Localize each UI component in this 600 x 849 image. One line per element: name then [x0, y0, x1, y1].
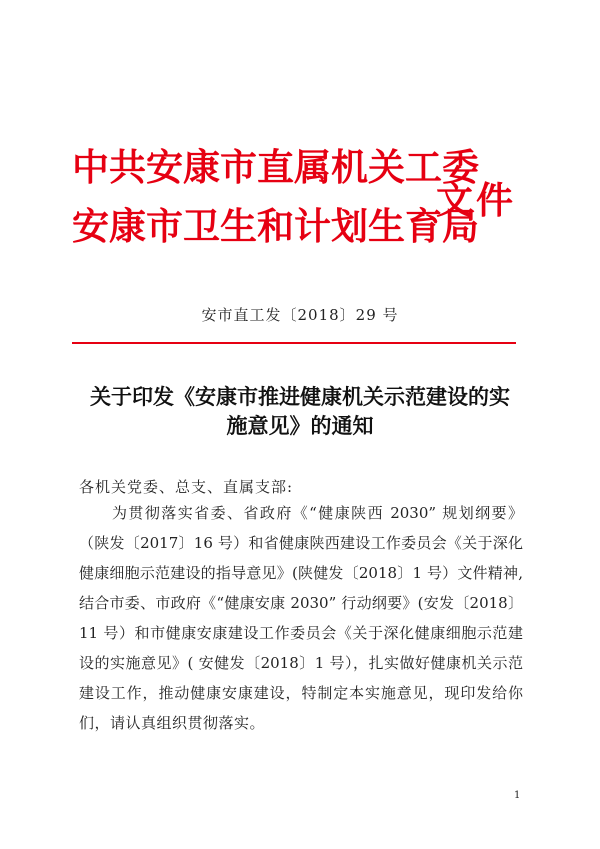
body-line: 结合市委、市政府《“健康安康 2030” 行动纲要》(安发〔2018〕: [79, 594, 523, 612]
body-line: 为贯彻落实省委、省政府《“健康陕西 2030” 规划纲要》: [112, 504, 523, 522]
salutation: 各机关党委、总支、直属支部:: [79, 478, 294, 496]
document-label: 文件: [436, 179, 516, 222]
document-title-line-2: 施意见》的通知: [226, 414, 374, 438]
body-line: 建设工作，推动健康安康建设，特制定本实施意见，现印发给你: [79, 684, 523, 702]
issuer-name-2: 安康市卫生和计划生育局: [72, 205, 479, 248]
red-divider: [72, 342, 516, 344]
issuer-name-1: 中共安康市直属机关工委: [72, 146, 479, 189]
document-number: 安市直工发〔2018〕29 号: [201, 306, 399, 324]
document-title-line-1: 关于印发《安康市推进健康机关示范建设的实: [90, 385, 510, 409]
body-line: （陕发〔2017〕16 号）和省健康陕西建设工作委员会《关于深化: [79, 534, 523, 552]
body-line: 们，请认真组织贯彻落实。: [79, 714, 266, 732]
body-line: 11 号）和市健康安康建设工作委员会《关于深化健康细胞示范建: [79, 624, 523, 642]
body-line: 健康细胞示范建设的指导意见》(陕健发〔2018〕1 号）文件精神,: [79, 564, 523, 582]
body-line: 设的实施意见》( 安健发〔2018〕1 号），扎实做好健康机关示范: [79, 654, 523, 672]
page-number: 1: [514, 790, 521, 801]
